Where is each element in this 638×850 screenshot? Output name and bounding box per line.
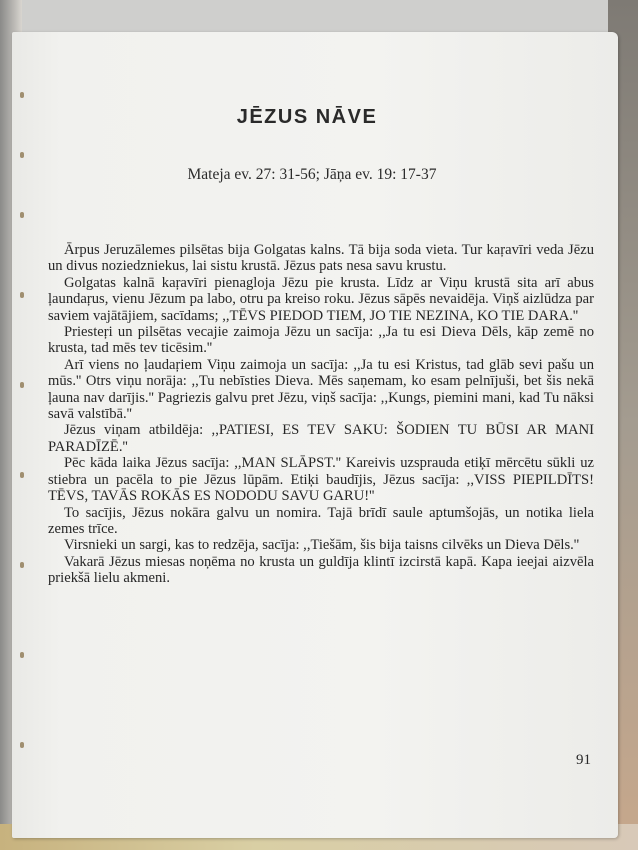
page-number: 91 bbox=[576, 752, 591, 768]
paragraph: To sacījis, Jēzus nokāra galvu un nomira. Tajā brīdī saule aptumšojās, un notika liela zemes trīce. bbox=[48, 504, 594, 537]
paragraph: Priesteŗi un pilsētas vecajie zaimoja Jēzu un sacīja: ,,Ja tu esi Dieva Dēls, kāp zemē no krusta, tad mēs tev ticēsim.'' bbox=[48, 324, 594, 357]
paragraph: Jēzus viņam atbildēja: ,,PATIESI, ES TEV SAKU: ŠODIEN TU BŪSI AR MANI PARADĪZĒ.'' bbox=[48, 422, 594, 455]
page-title: JĒZUS NĀVE bbox=[236, 106, 378, 128]
binding-hole bbox=[20, 382, 24, 388]
binding-hole bbox=[20, 562, 24, 568]
binding-hole bbox=[20, 92, 24, 98]
binding-hole bbox=[20, 652, 24, 658]
paragraph: Virsnieki un sargi, kas to redzēja, sacīja: ,,Tiešām, šis bija taisns cilvēks un Dieva Dēls.'' bbox=[64, 537, 580, 554]
scripture-reference: Mateja ev. 27: 31-56; Jāņa ev. 19: 17-37 bbox=[187, 166, 437, 183]
binding-hole bbox=[20, 472, 24, 478]
paragraph: Vakarā Jēzus miesas noņēma no krusta un guldīja klintī izcirstā kapā. Kapa ieejai aizvēla priekšā lielu akmeni. bbox=[48, 553, 594, 587]
binding-holes bbox=[20, 92, 26, 812]
paragraph: Golgatas kalnā kaŗavīri pienagloja Jēzu pie krusta. Līdz ar Viņu krustā sita arī abus ļaundaŗus, vienu Jēzum pa labo, otru pa kreiso roku. Jēzus sāpēs nevaidēja. Viņš aizlūdza par saviem vajātājiem, sacīdams; ,,TĒVS PIEDOD TIEM, JO TIE NEZINA, KO TIE DARA.'' bbox=[48, 274, 594, 324]
binding-hole bbox=[20, 152, 24, 158]
paragraph: Arī viens no ļaudaŗiem Viņu zaimoja un sacīja: ,,Ja tu esi Kristus, tad glāb sevi pašu un mūs.'' Otrs viņu norāja: ,,Tu nebīsties Dieva. Mēs saņemam, ko esam pelnījuši, bet šis nekā ļauna nav darījis.'' Pagriezis galvu pret Jēzu, viņš sacīja: ,,Kungs, piemini mani, kad Tu nāksi savā valstībā.'' bbox=[48, 356, 594, 423]
book-page bbox=[12, 32, 618, 838]
binding-hole bbox=[20, 292, 24, 298]
binding-hole bbox=[20, 742, 24, 748]
binding-hole bbox=[20, 212, 24, 218]
paragraph: Ārpus Jeruzālemes pilsētas bija Golgatas kalns. Tā bija soda vieta. Tur kaŗavīri veda Jēzu un divus noziedzniekus, lai sistu krustā. Jēzus pats nesa savu krustu. bbox=[48, 242, 594, 275]
story-text bbox=[48, 242, 594, 587]
paragraph: Pēc kāda laika Jēzus sacīja: ,,MAN SLĀPST.'' Kareivis uzsprauda etiķī mērcētu sūkli uz stiebra un pacēla to pie Jēzus lūpām. Etiķi baudījis, Jēzus sacīja: ,,VISS PIEPILDĪTS! TĒVS, TAVĀS ROKĀS ES NODODU SAVU GARU!'' bbox=[48, 455, 594, 505]
